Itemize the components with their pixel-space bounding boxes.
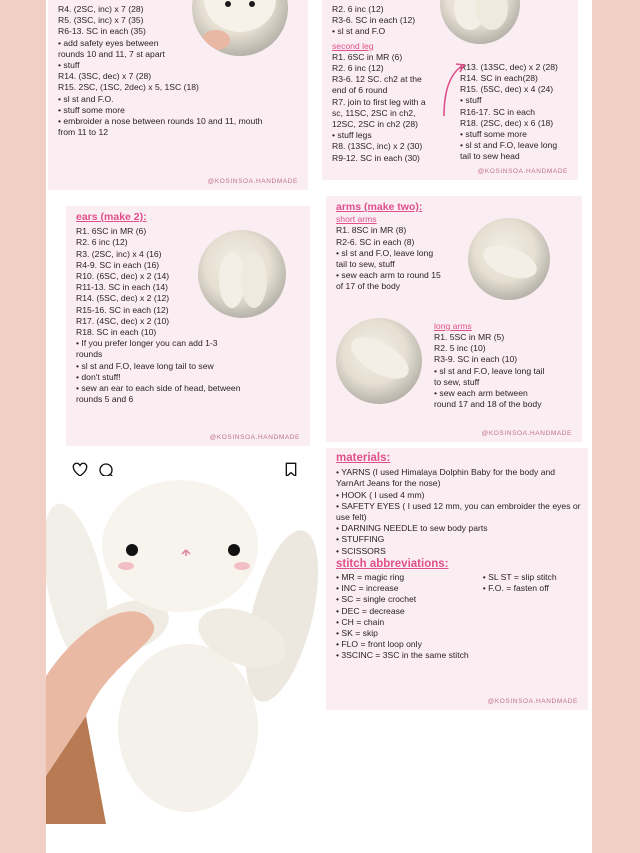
bunny-photo <box>46 476 318 824</box>
pattern-line: • sl st and F.O <box>332 26 386 37</box>
pattern-line: R2. 6 inc (12) <box>332 4 384 14</box>
pattern-line: R7. join to first leg with a <box>332 96 426 107</box>
card-ears-instructions <box>66 206 310 446</box>
pattern-line: R2. 5 inc (10) <box>434 343 486 354</box>
material-item: • SAFETY EYES ( I used 12 mm, you can embroider the eyes or <box>336 500 581 511</box>
pattern-line: rounds 5 and 6 <box>76 394 134 405</box>
pattern-line: R3-6. 12 SC. ch2 at the <box>332 74 422 85</box>
pattern-line: • stuff some more <box>460 129 527 140</box>
material-item: • STUFFING <box>336 534 385 545</box>
pattern-line: R10. (6SC, dec) x 2 (14) <box>76 271 170 282</box>
material-item: • YARNS (I used Himalaya Dolphin Baby for the body and <box>336 467 556 478</box>
pattern-line: R1. 6SC in MR (6) <box>332 51 403 62</box>
bunny-short-arm-photo <box>468 218 550 300</box>
pattern-line: R11-13. SC in each (14) <box>76 282 169 293</box>
pattern-line: R3-9. SC in each (10) <box>434 354 518 365</box>
abbreviation-item: • SK = skip <box>336 628 378 639</box>
card-head-instructions <box>48 0 308 190</box>
pattern-line: R4. (2SC, inc) x 7 (28) <box>58 4 144 14</box>
abbreviation-item: • FLO = front loop only <box>336 639 422 650</box>
pattern-line: R6-13. SC in each (35) <box>58 26 146 37</box>
abbreviation-item: • MR = magic ring <box>336 572 405 583</box>
pattern-line: R17. (4SC, dec) x 2 (10) <box>76 315 170 326</box>
pattern-line: R5. (3SC, inc) x 7 (35) <box>58 15 144 26</box>
card-legs-instructions <box>322 0 578 180</box>
pattern-line: tail to sew, stuff <box>336 259 395 270</box>
pattern-line: R15. (5SC, dec) x 4 (24) <box>460 84 554 95</box>
pattern-line: • stuff <box>460 95 482 106</box>
pattern-line: sc, 11SC, 2SC in ch2, <box>332 107 416 118</box>
pattern-line: • stuff legs <box>332 130 372 141</box>
pattern-line: • sl st and F.O, leave long tail to sew <box>76 360 214 371</box>
brand-watermark: @KOSINSOA.HANDMADE <box>487 697 578 705</box>
pattern-line: • sew each arm to round 15 <box>336 270 441 281</box>
pattern-line: R14. SC in each(28) <box>460 73 538 84</box>
heading-stitch-abbreviations: stitch abbreviations: <box>336 557 449 570</box>
pattern-line: R14. (3SC, dec) x 7 (28) <box>58 71 152 82</box>
pattern-line: tail to sew head <box>460 151 520 162</box>
pattern-line: 12SC, 2SC in ch2 (28) <box>332 119 418 130</box>
pattern-line: R3. (2SC, inc) x 4 (16) <box>76 248 162 259</box>
pattern-line: R2-6. SC in each (8) <box>336 236 415 247</box>
pattern-line: R9-12. SC in each (30) <box>332 152 420 163</box>
brand-watermark: @KOSINSOA.HANDMADE <box>207 177 298 185</box>
pattern-line: rounds <box>76 349 103 360</box>
pattern-line: • sew an ear to each side of head, between <box>76 383 241 394</box>
pattern-line: R14. (5SC, dec) x 2 (12) <box>76 293 170 304</box>
pattern-line: R1. 8SC in MR (8) <box>336 225 407 236</box>
pattern-line: R13. (13SC, dec) x 2 (28) <box>460 61 558 72</box>
abbreviation-item: • SC = single crochet <box>336 594 417 605</box>
brand-watermark: @KOSINSOA.HANDMADE <box>481 429 572 437</box>
pattern-line: • stuff some more <box>58 104 125 115</box>
heading-short-arms: short arms <box>336 214 377 225</box>
pattern-line: • embroider a nose between rounds 10 and 11, mouth <box>58 116 263 127</box>
pattern-line: • sl st and F.O, leave long <box>460 140 558 151</box>
pattern-line: R8. (13SC, inc) x 2 (30) <box>332 141 423 152</box>
material-item: • DARNING NEEDLE to sew body parts <box>336 523 488 534</box>
material-item: • SCISSORS <box>336 545 386 556</box>
heading-materials: materials: <box>336 452 391 464</box>
heading-ears: ears (make 2): <box>76 211 147 223</box>
pattern-line: of 17 of the body <box>336 281 401 292</box>
brand-watermark: @KOSINSOA.HANDMADE <box>477 167 568 175</box>
pattern-line: R2. 6 inc (12) <box>76 237 128 248</box>
pattern-line: R1. 6SC in MR (6) <box>76 226 147 237</box>
pattern-line: • add safety eyes between <box>58 37 159 48</box>
pattern-line: • sl st and F.O, leave long tail <box>434 365 545 376</box>
pattern-line: R18. SC in each (10) <box>76 327 157 338</box>
pattern-line: R2. 6 inc (12) <box>332 63 384 74</box>
pattern-line: • sl st and F.O, leave long <box>336 247 434 258</box>
pattern-line: R18. (2SC, dec) x 6 (18) <box>460 117 554 128</box>
pattern-line: rounds 10 and 11, 7 st apart <box>58 48 165 59</box>
pattern-line: R16-17. SC in each <box>460 106 535 117</box>
abbreviation-item: • INC = increase <box>336 583 399 594</box>
card-materials <box>326 448 588 710</box>
abbreviation-item: • DEC = decrease <box>336 605 405 616</box>
pattern-line: R4-9. SC in each (16) <box>76 259 160 270</box>
pattern-line: from 11 to 12 <box>58 127 108 138</box>
pattern-line: R15. 2SC, (1SC, 2dec) x 5, 1SC (18) <box>58 82 199 93</box>
arrow-icon <box>440 60 470 120</box>
pattern-line: R15-16. SC in each (12) <box>76 304 169 315</box>
abbreviation-item: • 3SCINC = 3SC in the same stitch <box>336 650 469 661</box>
pattern-line: R3-6. SC in each (12) <box>332 15 416 26</box>
pattern-line: end of 6 round <box>332 85 388 96</box>
abbreviation-item: • CH = chain <box>336 616 385 627</box>
abbreviation-item: • F.O. = fasten off <box>482 583 549 594</box>
material-item: • HOOK ( I used 4 mm) <box>336 489 425 500</box>
heading-arms: arms (make two): <box>336 201 423 213</box>
material-item: use felt) <box>336 512 367 523</box>
pattern-line: • don't stuff! <box>76 371 121 382</box>
pattern-line: round 17 and 18 of the body <box>434 399 542 410</box>
card-arms-instructions <box>326 196 582 442</box>
brand-watermark: @KOSINSOA.HANDMADE <box>209 433 300 441</box>
bunny-long-arm-photo <box>336 318 422 404</box>
heading-second-leg: second leg <box>332 40 374 51</box>
pattern-line: • stuff <box>58 60 80 71</box>
pattern-line: • If you prefer longer you can add 1-3 <box>76 338 218 349</box>
pattern-line: • sl st and F.O. <box>58 93 114 104</box>
heading-long-arms: long arms <box>434 321 472 331</box>
material-item: YarnArt Jeans for the nose) <box>336 478 441 489</box>
pattern-line: R1. 5SC in MR (5) <box>434 332 505 342</box>
pattern-line: • sew each arm between <box>434 388 528 399</box>
pattern-line: to sew, stuff <box>434 376 480 387</box>
abbreviation-item: • SL ST = slip stitch <box>482 572 557 583</box>
bunny-ears-photo <box>198 230 286 318</box>
